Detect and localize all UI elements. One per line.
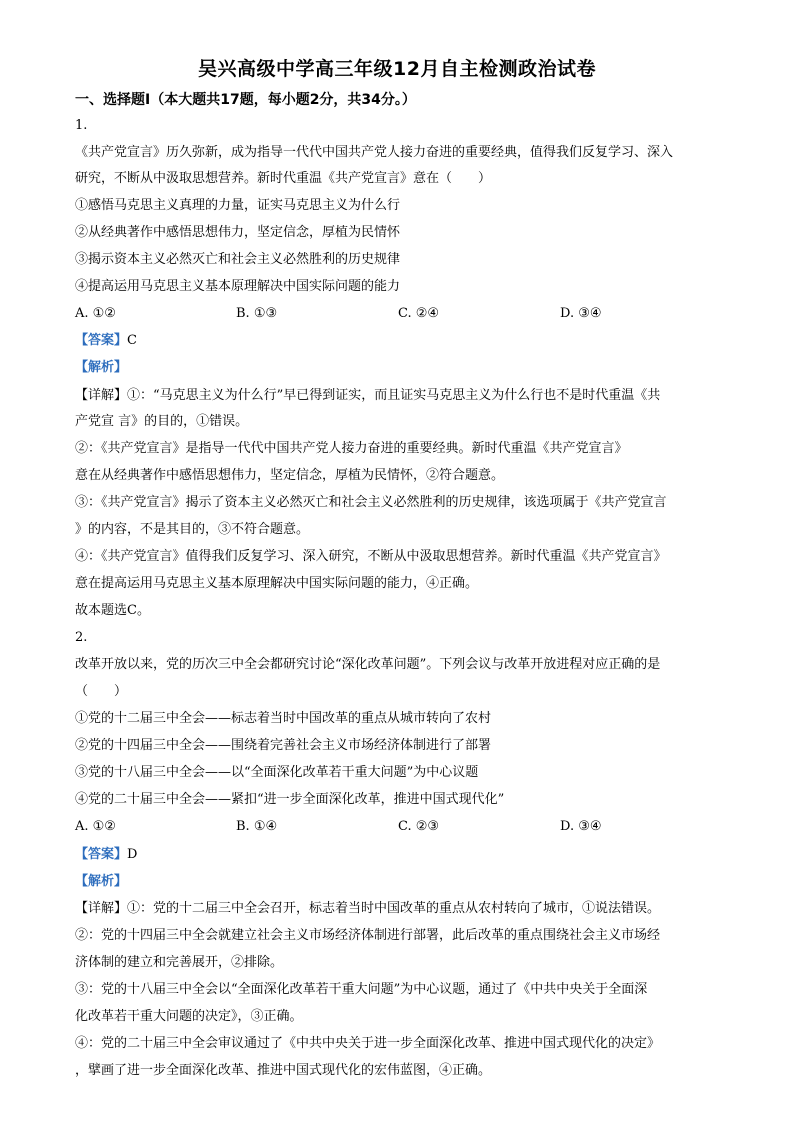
detail-line: ④：《共产党宣言》值得我们反复学习、深入研究，不断从中汲取思想营养。新时代重温《共产党宣言》 (75, 549, 667, 564)
answer-line (75, 331, 137, 351)
option-d: D. ③④ (560, 306, 602, 321)
statement-item: ③党的十八届三中全会——以“全面深化改革若干重大问题”为中心议题 (75, 765, 479, 780)
detail-line: ④：党的二十届三中全会审议通过了《中共中央关于进一步全面深化改革、推进中国式现代化的决定》 (75, 1036, 661, 1051)
statement-item: ①感悟马克思主义真理的力量，证实马克思主义为什么行 (75, 198, 401, 213)
detail-line: 意在从经典著作中感悟思想伟力，坚定信念，厚植为民情怀，②符合题意。 (75, 468, 505, 483)
question-stem: 改革开放以来，党的历次三中全会都研究讨论“深化改革问题”。下列会议与改革开放进程对应正确的是 (75, 657, 661, 672)
option-a: A. ①② (75, 306, 116, 321)
detail-tag: 【详解】 (75, 388, 128, 403)
question-number: 2. (75, 630, 88, 645)
detail-line: ③：《共产党宣言》揭示了资本主义必然灭亡和社会主义必然胜利的历史规律，该选项属于《共产党宣言 (75, 495, 667, 510)
statement-item: ②从经典著作中感悟思想伟力，坚定信念，厚植为民情怀 (75, 225, 401, 240)
option-d: D. ③④ (560, 819, 602, 834)
detail-line: 济体制的建立和完善展开，②排除。 (75, 955, 284, 970)
analysis-tag: 【解析】 (75, 360, 128, 375)
detail-line: 意在提高运用马克思主义基本原理解决中国实际问题的能力，④正确。 (75, 576, 479, 591)
detail-line (75, 386, 660, 406)
detail-tag: 【详解】 (75, 901, 128, 916)
detail-line: 化改革若干重大问题的决定》，③正确。 (75, 1009, 303, 1024)
detail-line: ②：《共产党宣言》是指导一代代中国共产党人接力奋进的重要经典。新时代重温《共产党宣言》 (75, 441, 628, 456)
statement-item: ②党的十四届三中全会——围绕着完善社会主义市场经济体制进行了部署 (75, 738, 492, 753)
question-number: 1. (75, 118, 88, 133)
detail-line: ，擘画了进一步全面深化改革、推进中国式现代化的宏伟蓝图，④正确。 (75, 1063, 492, 1078)
statement-item: ④党的二十届三中全会——紧扣“进一步全面深化改革，推进中国式现代化” (75, 792, 505, 807)
detail-text: ①：党的十二届三中全会召开，标志着当时中国改革的重点从农村转向了城市，①说法错误。 (127, 901, 661, 916)
question-stem: 《共产党宣言》历久弥新，成为指导一代代中国共产党人接力奋进的重要经典，值得我们反复学习、深入 (75, 145, 674, 160)
analysis-line (75, 872, 127, 892)
analysis-tag: 【解析】 (75, 874, 128, 889)
section-heading: 一、选择题I（本大题共17题，每小题2分，共34分。） (75, 92, 416, 108)
statement-item: ③揭示资本主义必然灭亡和社会主义必然胜利的历史规律 (75, 252, 401, 267)
detail-line: ②：党的十四届三中全会就建立社会主义市场经济体制进行部署，此后改革的重点围绕社会主义市场经 (75, 928, 661, 943)
option-b: B. ①③ (236, 306, 278, 321)
option-c: C. ②④ (398, 306, 440, 321)
statement-item: ①党的十二届三中全会——标志着当时中国改革的重点从城市转向了农村 (75, 711, 492, 726)
detail-text: ①：“马克思主义为什么行”早已得到证实，而且证实马克思主义为什么行也不是时代重温《共 (127, 388, 661, 403)
option-c: C. ②③ (398, 819, 440, 834)
statement-item: ④提高运用马克思主义基本原理解决中国实际问题的能力 (75, 279, 401, 294)
detail-line (75, 899, 660, 919)
option-b: B. ①④ (236, 819, 278, 834)
question-stem: 研究，不断从中汲取思想营养。新时代重温《共产党宣言》意在（ ） (75, 171, 492, 186)
option-a: A. ①② (75, 819, 116, 834)
detail-line: 产党宣 言》的目的，①错误。 (75, 414, 249, 429)
detail-line: ③：党的十八届三中全会以“全面深化改革若干重大问题”为中心议题，通过了《中共中央关于全面深 (75, 982, 648, 997)
answer-tag: 【答案】 (75, 333, 128, 348)
answer-tag: 【答案】 (75, 847, 128, 862)
detail-line: 故本题选C。 (75, 603, 150, 618)
question-stem: （ ） (75, 684, 128, 699)
page-title: 吴兴高级中学高三年级12月自主检测政治试卷 (198, 58, 596, 80)
answer-line (75, 845, 137, 865)
analysis-line (75, 358, 127, 378)
answer-value: D (127, 847, 138, 862)
answer-value: C (127, 333, 137, 348)
detail-line: 》的内容，不是其目的，③不符合题意。 (75, 522, 310, 537)
